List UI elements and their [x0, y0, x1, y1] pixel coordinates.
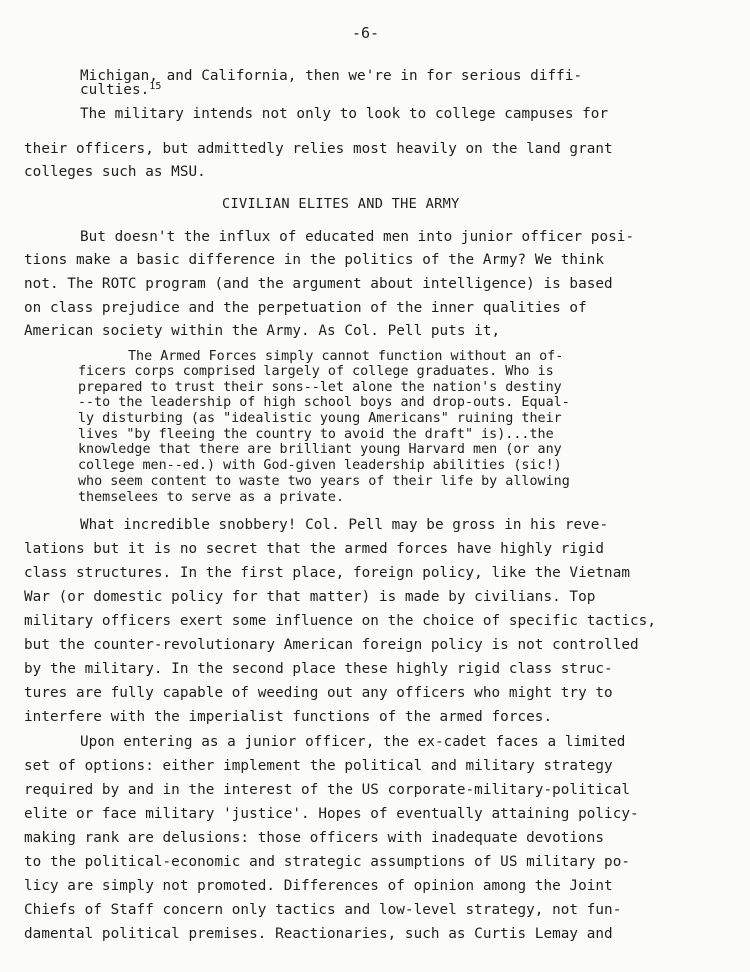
- paragraph-line: American society within the Army. As Col. Pell puts it,: [24, 323, 501, 339]
- section-heading: CIVILIAN ELITES AND THE ARMY: [222, 196, 460, 212]
- paragraph-line: War (or domestic policy for that matter) is made by civilians. Top: [24, 589, 596, 605]
- paragraph-line: to the political-economic and strategic assumptions of US military po-: [24, 854, 631, 870]
- paragraph-line: Michigan, and California, then we're in for serious diffi-: [80, 68, 583, 84]
- quote-line: college men--ed.) with God-given leadership abilities (sic!): [78, 458, 562, 473]
- quote-line: knowledge that there are brilliant young Harvard men (or any: [78, 442, 562, 457]
- paragraph-line: colleges such as MSU.: [24, 164, 206, 180]
- quote-line: lives "by fleeing the country to avoid the draft" is)...the: [78, 427, 554, 442]
- paragraph-line: by the military. In the second place these highly rigid class struc-: [24, 661, 613, 677]
- paragraph-line: tures are fully capable of weeding out any officers who might try to: [24, 685, 613, 701]
- paragraph-line: lations but it is no secret that the armed forces have highly rigid: [24, 541, 605, 557]
- quote-line: ly disturbing (as "idealistic young Americans" ruining their: [78, 411, 562, 426]
- paragraph-line: their officers, but admittedly relies most heavily on the land grant: [24, 141, 613, 157]
- paragraph-line: not. The ROTC program (and the argument about intelligence) is based: [24, 276, 613, 292]
- paragraph-line: set of options: either implement the political and military strategy: [24, 758, 613, 774]
- footnote-marker: 15: [149, 81, 162, 92]
- quote-line: prepared to trust their sons--let alone the nation's destiny: [78, 380, 562, 395]
- paragraph-line: What incredible snobbery! Col. Pell may be gross in his reve-: [80, 517, 609, 533]
- quote-line: themselees to serve as a private.: [78, 490, 345, 505]
- paragraph-line: class structures. In the first place, foreign policy, like the Vietnam: [24, 565, 631, 581]
- paragraph-line: elite or face military 'justice'. Hopes of eventually attaining policy-: [24, 806, 639, 822]
- quote-line: who seem content to waste two years of their life by allowing: [78, 474, 570, 489]
- quote-line: --to the leadership of high school boys and drop-outs. Equal-: [78, 395, 570, 410]
- quote-line: The Armed Forces simply cannot function without an of-: [128, 349, 564, 364]
- paragraph-line: But doesn't the influx of educated men into junior officer posi-: [80, 229, 635, 245]
- paragraph-line: damental political premises. Reactionaries, such as Curtis Lemay and: [24, 926, 613, 942]
- paragraph-line: required by and in the interest of the US corporate-military-political: [24, 782, 631, 798]
- paragraph-line: Upon entering as a junior officer, the ex-cadet faces a limited: [80, 734, 626, 750]
- paragraph-line: licy are simply not promoted. Differences of opinion among the Joint: [24, 878, 613, 894]
- paragraph-line: on class prejudice and the perpetuation of the inner qualities of: [24, 300, 587, 316]
- paragraph-line: making rank are delusions: those officers with inadequate devotions: [24, 830, 605, 846]
- paragraph-text: culties.: [80, 82, 150, 98]
- paragraph-line: but the counter-revolutionary American foreign policy is not controlled: [24, 637, 639, 653]
- paragraph-line: tions make a basic difference in the politics of the Army? We think: [24, 252, 605, 268]
- paragraph-line: interfere with the imperialist functions of the armed forces.: [24, 709, 553, 725]
- paragraph-line: [80, 82, 161, 100]
- paragraph-line: Chiefs of Staff concern only tactics and low-level strategy, not fun-: [24, 902, 622, 918]
- paragraph-line: military officers exert some influence on the choice of specific tactics,: [24, 613, 656, 629]
- paragraph-line: The military intends not only to look to college campuses for: [80, 106, 609, 122]
- page-number: -6-: [352, 24, 380, 42]
- quote-line: ficers corps comprised largely of college graduates. Who is: [78, 364, 554, 379]
